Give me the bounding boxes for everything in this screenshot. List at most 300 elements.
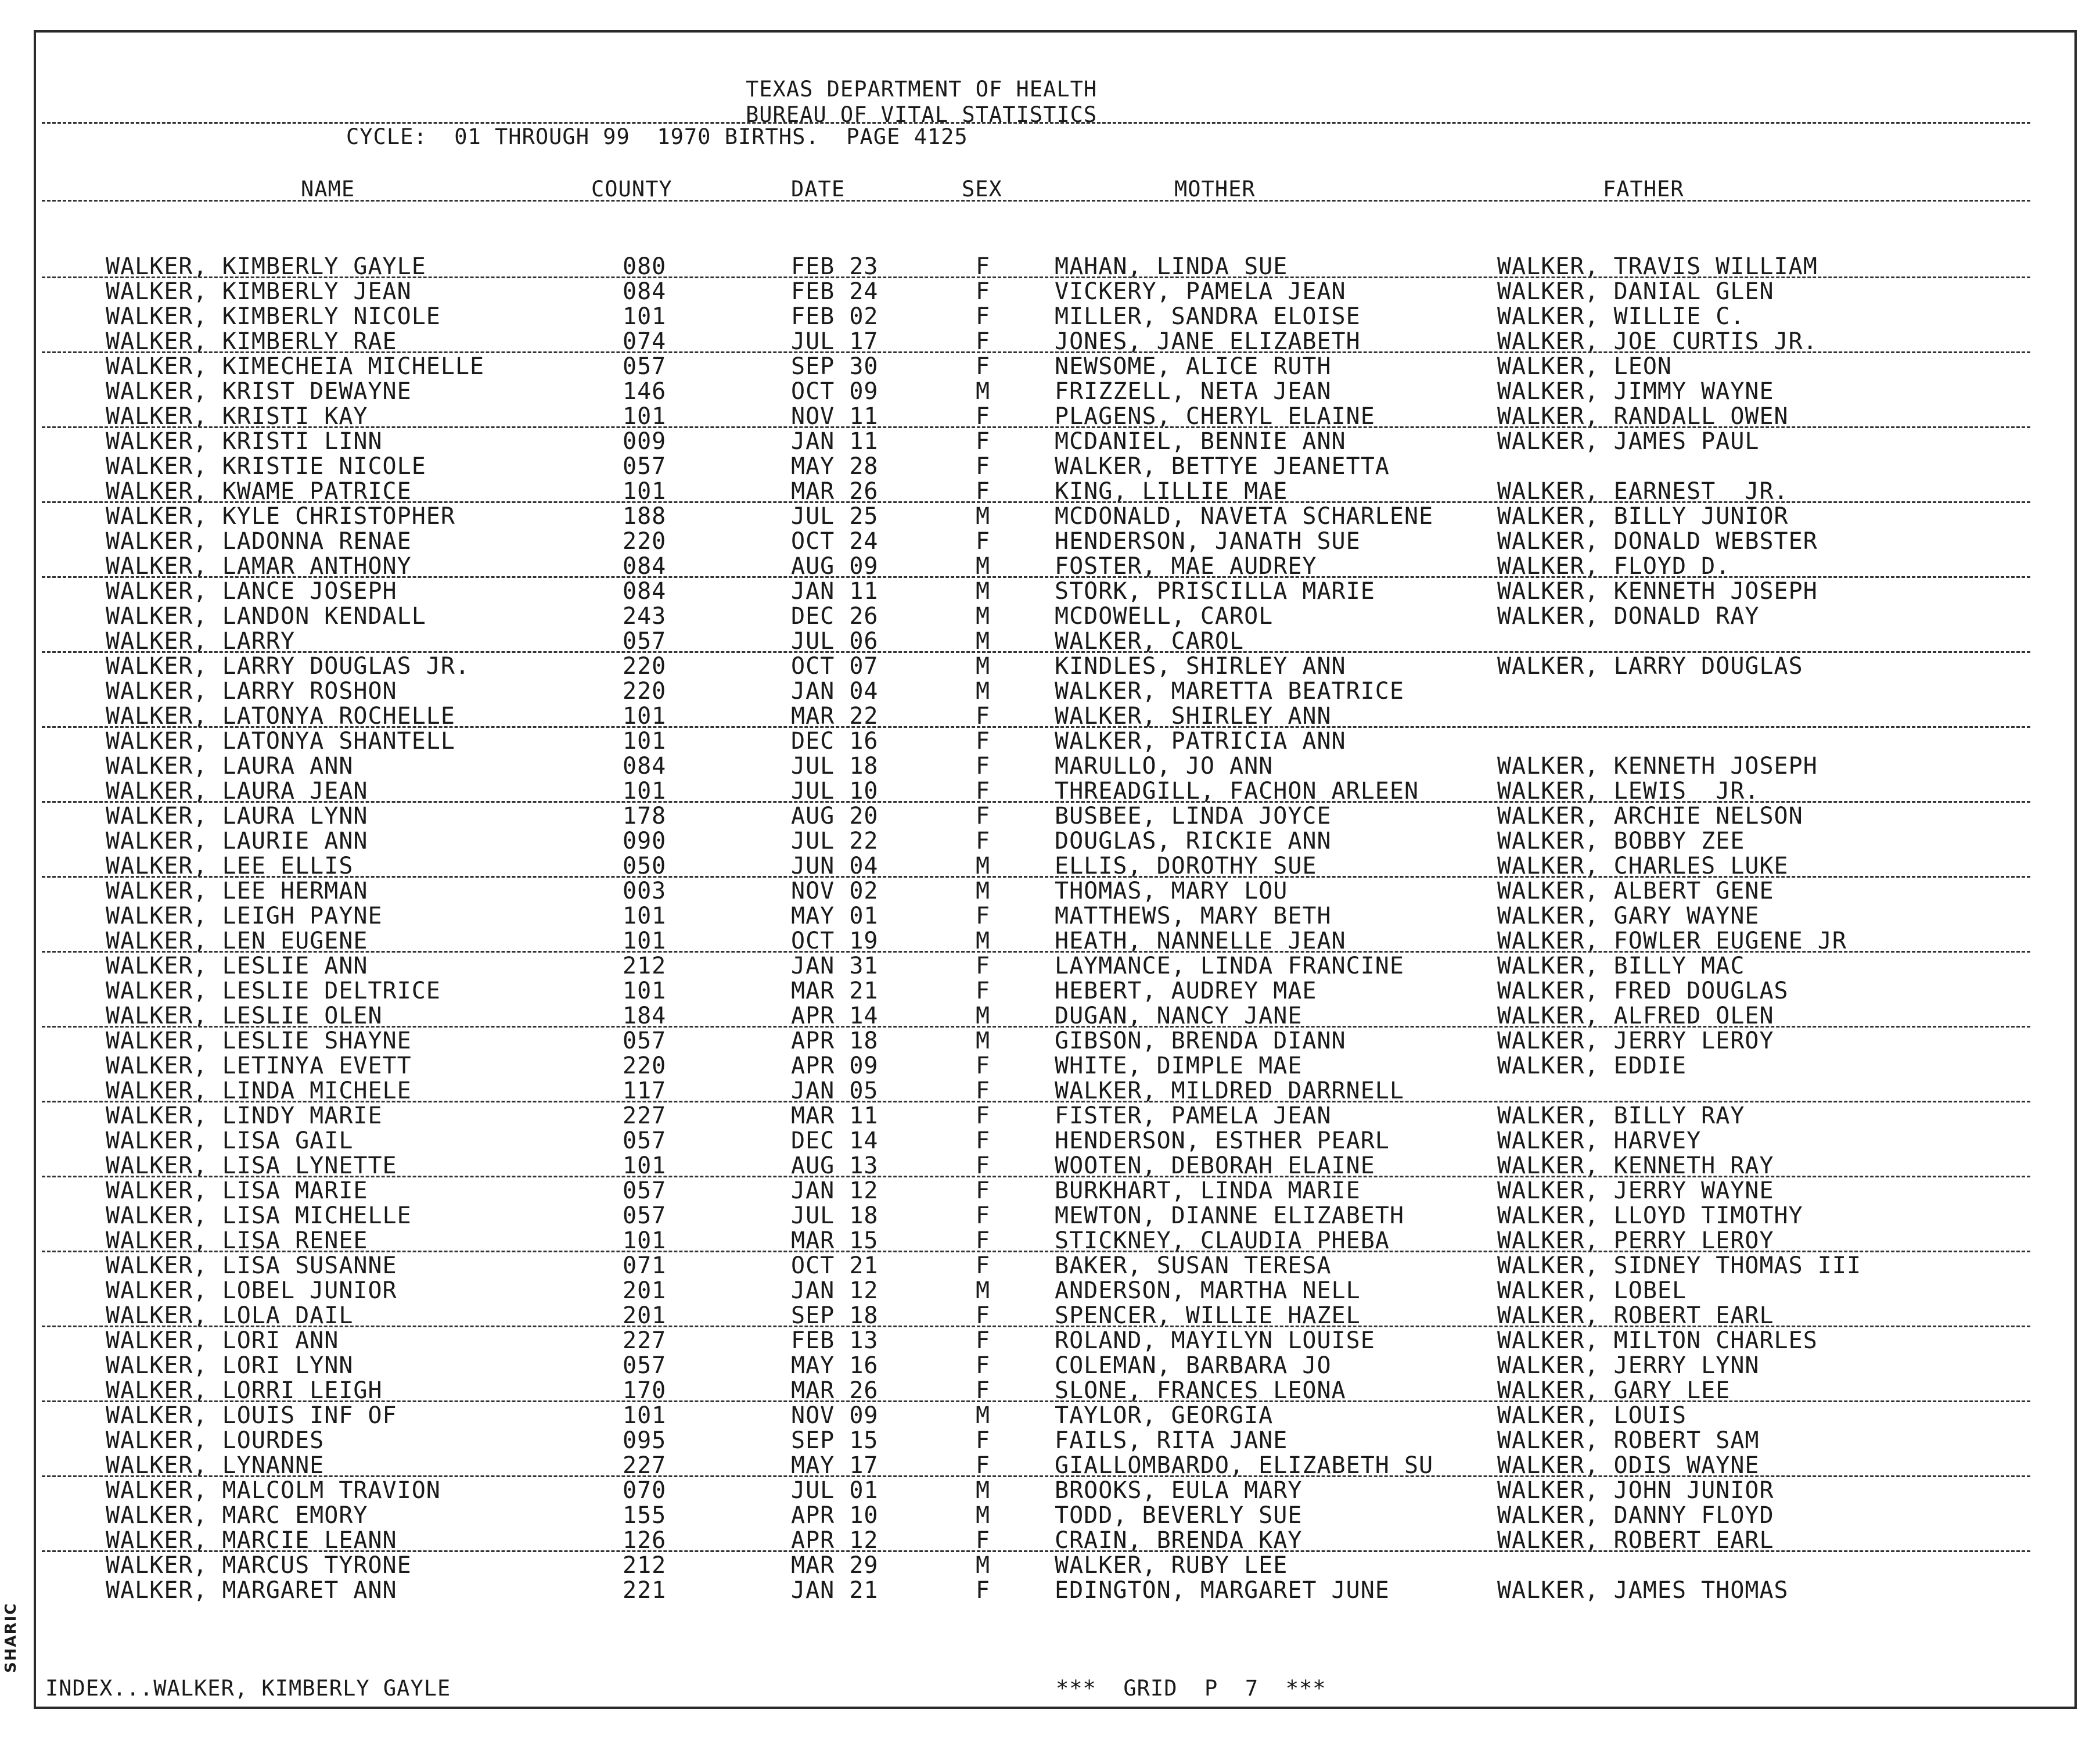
record-name: WALKER, LISA RENEE	[106, 1227, 368, 1254]
record-row	[0, 554, 2100, 579]
record-row	[0, 1054, 2100, 1079]
record-date: MAR 26	[791, 478, 879, 505]
record-date: MAY 28	[791, 453, 879, 480]
record-date: JAN 12	[791, 1177, 879, 1204]
record-mother: TODD, BEVERLY SUE	[1055, 1502, 1303, 1529]
record-sex: F	[976, 1577, 991, 1604]
record-county: 221	[623, 1577, 667, 1604]
record-date: MAY 16	[791, 1352, 879, 1379]
record-mother: HEBERT, AUDREY MAE	[1055, 978, 1317, 1004]
record-sex: F	[976, 1102, 991, 1129]
record-county: 050	[623, 853, 667, 879]
record-row	[0, 1378, 2100, 1403]
record-date: JUL 01	[791, 1477, 879, 1504]
record-sex: M	[976, 1502, 991, 1529]
record-row	[0, 604, 2100, 629]
record-row	[0, 1029, 2100, 1054]
record-county: 101	[623, 978, 667, 1004]
record-row	[0, 504, 2100, 529]
record-mother: MCDOWELL, CAROL	[1055, 603, 1274, 630]
record-date: JUL 22	[791, 828, 879, 854]
record-name: WALKER, LAURA JEAN	[106, 778, 368, 804]
record-sex: F	[976, 978, 991, 1004]
record-sex: M	[976, 653, 991, 680]
record-mother: HEATH, NANNELLE JEAN	[1055, 928, 1346, 954]
record-name: WALKER, LEIGH PAYNE	[106, 903, 383, 929]
record-sex: F	[976, 728, 991, 755]
record-date: JUN 04	[791, 853, 879, 879]
record-father: WALKER, JOE CURTIS JR.	[1497, 328, 1818, 355]
record-date: MAR 15	[791, 1227, 879, 1254]
record-date: JUL 25	[791, 503, 879, 530]
record-father: WALKER, BOBBY ZEE	[1497, 828, 1745, 854]
record-county: 084	[623, 553, 667, 580]
record-mother: DOUGLAS, RICKIE ANN	[1055, 828, 1332, 854]
record-name: WALKER, LISA MARIE	[106, 1177, 368, 1204]
record-father: WALKER, JAMES THOMAS	[1497, 1577, 1789, 1604]
record-date: SEP 15	[791, 1427, 879, 1454]
record-row	[0, 529, 2100, 554]
record-father: WALKER, LOBEL	[1497, 1277, 1687, 1304]
record-father: WALKER, JIMMY WAYNE	[1497, 378, 1774, 405]
record-father: WALKER, BILLY RAY	[1497, 1102, 1745, 1129]
record-date: JUL 17	[791, 328, 879, 355]
record-county: 057	[623, 628, 667, 655]
record-date: APR 18	[791, 1028, 879, 1054]
column-header-mother: MOTHER	[1174, 177, 1256, 202]
record-date: JAN 31	[791, 953, 879, 979]
record-sex: F	[976, 453, 991, 480]
record-mother: NEWSOME, ALICE RUTH	[1055, 353, 1332, 380]
record-row	[0, 629, 2100, 654]
record-mother: GIALLOMBARDO, ELIZABETH SU	[1055, 1452, 1434, 1479]
record-row	[0, 1528, 2100, 1553]
record-mother: GIBSON, BRENDA DIANN	[1055, 1028, 1346, 1054]
record-sex: F	[976, 1077, 991, 1104]
record-row	[0, 1229, 2100, 1253]
record-mother: VICKERY, PAMELA JEAN	[1055, 278, 1346, 305]
record-sex: M	[976, 603, 991, 630]
record-mother: KINDLES, SHIRLEY ANN	[1055, 653, 1346, 680]
column-header-name: NAME	[301, 177, 355, 202]
record-date: OCT 09	[791, 378, 879, 405]
record-county: 212	[623, 953, 667, 979]
record-father: WALKER, EARNEST JR.	[1497, 478, 1789, 505]
record-name: WALKER, LINDA MICHELE	[106, 1077, 412, 1104]
record-date: NOV 09	[791, 1402, 879, 1429]
record-father: WALKER, DONALD WEBSTER	[1497, 528, 1818, 555]
record-row	[0, 654, 2100, 679]
record-row	[0, 1104, 2100, 1129]
record-county: 227	[623, 1327, 667, 1354]
record-father: WALKER, TRAVIS WILLIAM	[1497, 253, 1818, 280]
record-county: 101	[623, 403, 667, 430]
record-mother: BUSBEE, LINDA JOYCE	[1055, 803, 1332, 829]
record-father: WALKER, KENNETH JOSEPH	[1497, 753, 1818, 780]
cycle-line: CYCLE: 01 THROUGH 99 1970 BIRTHS. PAGE 4125	[346, 124, 968, 149]
record-mother: COLEMAN, BARBARA JO	[1055, 1352, 1332, 1379]
record-mother: JONES, JANE ELIZABETH	[1055, 328, 1361, 355]
record-mother: MAHAN, LINDA SUE	[1055, 253, 1288, 280]
record-mother: DUGAN, NANCY JANE	[1055, 1003, 1303, 1029]
record-county: 084	[623, 753, 667, 780]
record-name: WALKER, LISA GAIL	[106, 1127, 354, 1154]
record-date: FEB 23	[791, 253, 879, 280]
record-father: WALKER, BILLY JUNIOR	[1497, 503, 1789, 530]
record-name: WALKER, KIMBERLY JEAN	[106, 278, 412, 305]
record-county: 057	[623, 353, 667, 380]
record-mother: WALKER, BETTYE JEANETTA	[1055, 453, 1390, 480]
record-mother: WALKER, SHIRLEY ANN	[1055, 703, 1332, 730]
record-row	[0, 779, 2100, 804]
record-county: 095	[623, 1427, 667, 1454]
department-title: TEXAS DEPARTMENT OF HEALTH	[746, 77, 1098, 102]
record-sex: F	[976, 1227, 991, 1254]
record-sex: M	[976, 1028, 991, 1054]
record-name: WALKER, KRISTI LINN	[106, 428, 383, 455]
record-mother: HENDERSON, ESTHER PEARL	[1055, 1127, 1390, 1154]
record-county: 155	[623, 1502, 667, 1529]
record-name: WALKER, LORRI LEIGH	[106, 1377, 383, 1404]
record-sex: F	[976, 803, 991, 829]
record-county: 101	[623, 703, 667, 730]
record-sex: F	[976, 1452, 991, 1479]
record-sex: F	[976, 778, 991, 804]
record-row	[0, 879, 2100, 904]
record-date: APR 12	[791, 1527, 879, 1554]
record-county: 101	[623, 1402, 667, 1429]
record-county: 101	[623, 778, 667, 804]
record-mother: THOMAS, MARY LOU	[1055, 878, 1288, 904]
record-name: WALKER, LATONYA ROCHELLE	[106, 703, 455, 730]
record-name: WALKER, LEN EUGENE	[106, 928, 368, 954]
record-name: WALKER, LAURA LYNN	[106, 803, 368, 829]
record-row	[0, 1303, 2100, 1328]
record-sex: F	[976, 1252, 991, 1279]
record-sex: F	[976, 353, 991, 380]
record-sex: M	[976, 878, 991, 904]
record-county: 101	[623, 303, 667, 330]
record-mother: ANDERSON, MARTHA NELL	[1055, 1277, 1361, 1304]
record-county: 057	[623, 1202, 667, 1229]
record-name: WALKER, LISA MICHELLE	[106, 1202, 412, 1229]
record-row	[0, 1129, 2100, 1154]
record-sex: M	[976, 378, 991, 405]
record-mother: MEWTON, DIANNE ELIZABETH	[1055, 1202, 1404, 1229]
record-name: WALKER, LESLIE ANN	[106, 953, 368, 979]
record-row	[0, 1578, 2100, 1603]
record-mother: BROOKS, EULA MARY	[1055, 1477, 1303, 1504]
record-sex: M	[976, 1277, 991, 1304]
record-county: 201	[623, 1302, 667, 1329]
record-date: JUL 10	[791, 778, 879, 804]
record-sex: F	[976, 1053, 991, 1079]
record-county: 117	[623, 1077, 667, 1104]
record-name: WALKER, KIMBERLY RAE	[106, 328, 397, 355]
record-father: WALKER, ALFRED OLEN	[1497, 1003, 1774, 1029]
record-date: MAR 22	[791, 703, 879, 730]
record-row	[0, 729, 2100, 754]
record-county: 101	[623, 478, 667, 505]
record-row	[0, 829, 2100, 854]
side-label: SHARIC	[2, 1602, 20, 1673]
record-county: 057	[623, 1028, 667, 1054]
record-county: 227	[623, 1452, 667, 1479]
record-date: OCT 07	[791, 653, 879, 680]
record-name: WALKER, LISA SUSANNE	[106, 1252, 397, 1279]
record-county: 243	[623, 603, 667, 630]
record-row	[0, 1428, 2100, 1453]
record-sex: M	[976, 928, 991, 954]
record-mother: ROLAND, MAYILYN LOUISE	[1055, 1327, 1375, 1354]
record-date: AUG 13	[791, 1152, 879, 1179]
record-father: WALKER, RANDALL OWEN	[1497, 403, 1789, 430]
record-father: WALKER, FOWLER EUGENE JR	[1497, 928, 1847, 954]
record-mother: THREADGILL, FACHON ARLEEN	[1055, 778, 1419, 804]
record-sex: F	[976, 903, 991, 929]
record-county: 220	[623, 528, 667, 555]
record-county: 090	[623, 828, 667, 854]
record-date: FEB 02	[791, 303, 879, 330]
record-county: 057	[623, 1177, 667, 1204]
record-mother: FOSTER, MAE AUDREY	[1055, 553, 1317, 580]
record-county: 101	[623, 728, 667, 755]
record-sex: F	[976, 1352, 991, 1379]
record-mother: HENDERSON, JANATH SUE	[1055, 528, 1361, 555]
record-date: JAN 12	[791, 1277, 879, 1304]
record-sex: F	[976, 1177, 991, 1204]
record-date: APR 14	[791, 1003, 879, 1029]
record-father: WALKER, ROBERT EARL	[1497, 1527, 1774, 1554]
record-mother: BAKER, SUSAN TERESA	[1055, 1252, 1332, 1279]
record-father: WALKER, PERRY LEROY	[1497, 1227, 1774, 1254]
record-name: WALKER, LINDY MARIE	[106, 1102, 383, 1129]
record-row	[0, 579, 2100, 604]
record-sex: F	[976, 1302, 991, 1329]
record-father: WALKER, DANIAL GLEN	[1497, 278, 1774, 305]
record-row	[0, 1253, 2100, 1278]
record-sex: M	[976, 1402, 991, 1429]
record-mother: MCDONALD, NAVETA SCHARLENE	[1055, 503, 1434, 530]
header-rule	[42, 122, 2030, 124]
record-name: WALKER, KRISTIE NICOLE	[106, 453, 426, 480]
record-sex: M	[976, 1477, 991, 1504]
record-father: WALKER, WILLIE C.	[1497, 303, 1745, 330]
record-name: WALKER, LESLIE OLEN	[106, 1003, 383, 1029]
record-mother: FAILS, RITA JANE	[1055, 1427, 1288, 1454]
record-sex: M	[976, 1003, 991, 1029]
record-county: 070	[623, 1477, 667, 1504]
record-father: WALKER, KENNETH JOSEPH	[1497, 578, 1818, 605]
record-county: 101	[623, 903, 667, 929]
record-county: 057	[623, 1352, 667, 1379]
record-father: WALKER, JERRY LEROY	[1497, 1028, 1774, 1054]
record-mother: PLAGENS, CHERYL ELAINE	[1055, 403, 1375, 430]
record-row	[0, 1478, 2100, 1503]
record-name: WALKER, MALCOLM TRAVION	[106, 1477, 441, 1504]
record-name: WALKER, KIMECHEIA MICHELLE	[106, 353, 485, 380]
record-name: WALKER, LOURDES	[106, 1427, 325, 1454]
record-county: 101	[623, 1152, 667, 1179]
record-father: WALKER, DANNY FLOYD	[1497, 1502, 1774, 1529]
record-row	[0, 679, 2100, 704]
record-row	[0, 1278, 2100, 1303]
record-date: MAY 01	[791, 903, 879, 929]
record-father: WALKER, LARRY DOUGLAS	[1497, 653, 1803, 680]
column-header-father: FATHER	[1603, 177, 1684, 202]
record-mother: BURKHART, LINDA MARIE	[1055, 1177, 1361, 1204]
record-row	[0, 804, 2100, 829]
record-date: MAR 26	[791, 1377, 879, 1404]
record-row	[0, 1328, 2100, 1353]
record-name: WALKER, MARCUS TYRONE	[106, 1552, 412, 1579]
record-name: WALKER, LORI ANN	[106, 1327, 339, 1354]
record-sex: F	[976, 953, 991, 979]
record-county: 220	[623, 653, 667, 680]
record-date: MAR 11	[791, 1102, 879, 1129]
record-row	[0, 1004, 2100, 1029]
record-mother: SPENCER, WILLIE HAZEL	[1055, 1302, 1361, 1329]
record-name: WALKER, LANCE JOSEPH	[106, 578, 397, 605]
record-name: WALKER, LARRY	[106, 628, 296, 655]
record-row	[0, 1079, 2100, 1104]
record-mother: MARULLO, JO ANN	[1055, 753, 1274, 780]
record-father: WALKER, ALBERT GENE	[1497, 878, 1774, 904]
record-county: 057	[623, 453, 667, 480]
record-mother: TAYLOR, GEORGIA	[1055, 1402, 1274, 1429]
record-father: WALKER, ROBERT SAM	[1497, 1427, 1760, 1454]
record-father: WALKER, EDDIE	[1497, 1053, 1687, 1079]
record-row	[0, 454, 2100, 479]
record-father: WALKER, GARY LEE	[1497, 1377, 1731, 1404]
record-county: 057	[623, 1127, 667, 1154]
record-date: JAN 11	[791, 578, 879, 605]
record-row	[0, 254, 2100, 279]
record-father: WALKER, JERRY LYNN	[1497, 1352, 1760, 1379]
record-row	[0, 754, 2100, 779]
record-county: 170	[623, 1377, 667, 1404]
record-date: APR 10	[791, 1502, 879, 1529]
record-father: WALKER, SIDNEY THOMAS III	[1497, 1252, 1862, 1279]
record-father: WALKER, JOHN JUNIOR	[1497, 1477, 1774, 1504]
record-row	[0, 429, 2100, 454]
record-father: WALKER, JERRY WAYNE	[1497, 1177, 1774, 1204]
column-header-date: DATE	[791, 177, 846, 202]
record-row	[0, 379, 2100, 404]
record-mother: CRAIN, BRENDA KAY	[1055, 1527, 1303, 1554]
record-county: 220	[623, 678, 667, 705]
record-date: JAN 05	[791, 1077, 879, 1104]
record-county: 178	[623, 803, 667, 829]
record-mother: WALKER, RUBY LEE	[1055, 1552, 1288, 1579]
record-row	[0, 1453, 2100, 1478]
record-sex: F	[976, 328, 991, 355]
record-father: WALKER, KENNETH RAY	[1497, 1152, 1774, 1179]
record-mother: FRIZZELL, NETA JEAN	[1055, 378, 1332, 405]
record-date: MAR 21	[791, 978, 879, 1004]
record-father: WALKER, MILTON CHARLES	[1497, 1327, 1818, 1354]
record-date: JUL 18	[791, 753, 879, 780]
record-mother: EDINGTON, MARGARET JUNE	[1055, 1577, 1390, 1604]
record-county: 084	[623, 278, 667, 305]
record-sex: F	[976, 1127, 991, 1154]
record-sex: F	[976, 828, 991, 854]
record-name: WALKER, LADONNA RENAE	[106, 528, 412, 555]
record-date: FEB 13	[791, 1327, 879, 1354]
record-row	[0, 1403, 2100, 1428]
record-name: WALKER, LEE HERMAN	[106, 878, 368, 904]
record-father: WALKER, ARCHIE NELSON	[1497, 803, 1803, 829]
record-sex: M	[976, 503, 991, 530]
record-date: MAR 29	[791, 1552, 879, 1579]
record-father: WALKER, LEON	[1497, 353, 1672, 380]
record-row	[0, 904, 2100, 929]
record-sex: F	[976, 478, 991, 505]
record-name: WALKER, LESLIE SHAYNE	[106, 1028, 412, 1054]
record-name: WALKER, MARCIE LEANN	[106, 1527, 397, 1554]
record-mother: SLONE, FRANCES LEONA	[1055, 1377, 1346, 1404]
record-county: 074	[623, 328, 667, 355]
record-name: WALKER, LESLIE DELTRICE	[106, 978, 441, 1004]
record-sex: F	[976, 303, 991, 330]
record-row	[0, 1553, 2100, 1578]
record-row	[0, 954, 2100, 979]
column-header-county: COUNTY	[591, 177, 673, 202]
record-row	[0, 1503, 2100, 1528]
record-row	[0, 979, 2100, 1004]
record-date: SEP 18	[791, 1302, 879, 1329]
record-date: DEC 26	[791, 603, 879, 630]
record-date: OCT 21	[791, 1252, 879, 1279]
record-sex: F	[976, 528, 991, 555]
record-sex: M	[976, 853, 991, 879]
record-sex: F	[976, 703, 991, 730]
record-name: WALKER, LANDON KENDALL	[106, 603, 426, 630]
record-date: AUG 09	[791, 553, 879, 580]
record-father: WALKER, DONALD RAY	[1497, 603, 1760, 630]
record-date: AUG 20	[791, 803, 879, 829]
record-name: WALKER, KYLE CHRISTOPHER	[106, 503, 455, 530]
record-county: 188	[623, 503, 667, 530]
record-row	[0, 704, 2100, 729]
record-name: WALKER, KWAME PATRICE	[106, 478, 412, 505]
record-father: WALKER, FRED DOUGLAS	[1497, 978, 1789, 1004]
record-name: WALKER, LAMAR ANTHONY	[106, 553, 412, 580]
record-name: WALKER, LAURA ANN	[106, 753, 354, 780]
grid-footer: *** GRID P 7 ***	[1056, 1676, 1326, 1701]
record-mother: KING, LILLIE MAE	[1055, 478, 1288, 505]
record-date: JUL 18	[791, 1202, 879, 1229]
record-name: WALKER, LEE ELLIS	[106, 853, 354, 879]
record-county: 201	[623, 1277, 667, 1304]
record-mother: WHITE, DIMPLE MAE	[1055, 1053, 1303, 1079]
record-county: 084	[623, 578, 667, 605]
record-name: WALKER, LARRY ROSHON	[106, 678, 397, 705]
record-county: 101	[623, 928, 667, 954]
record-date: NOV 02	[791, 878, 879, 904]
record-row	[0, 1204, 2100, 1229]
record-county: 101	[623, 1227, 667, 1254]
record-row	[0, 1154, 2100, 1179]
record-county: 184	[623, 1003, 667, 1029]
record-father: WALKER, ODIS WAYNE	[1497, 1452, 1760, 1479]
record-mother: ELLIS, DOROTHY SUE	[1055, 853, 1317, 879]
record-row	[0, 354, 2100, 379]
record-mother: WALKER, CAROL	[1055, 628, 1245, 655]
record-row	[0, 854, 2100, 879]
record-sex: M	[976, 678, 991, 705]
record-row	[0, 329, 2100, 354]
